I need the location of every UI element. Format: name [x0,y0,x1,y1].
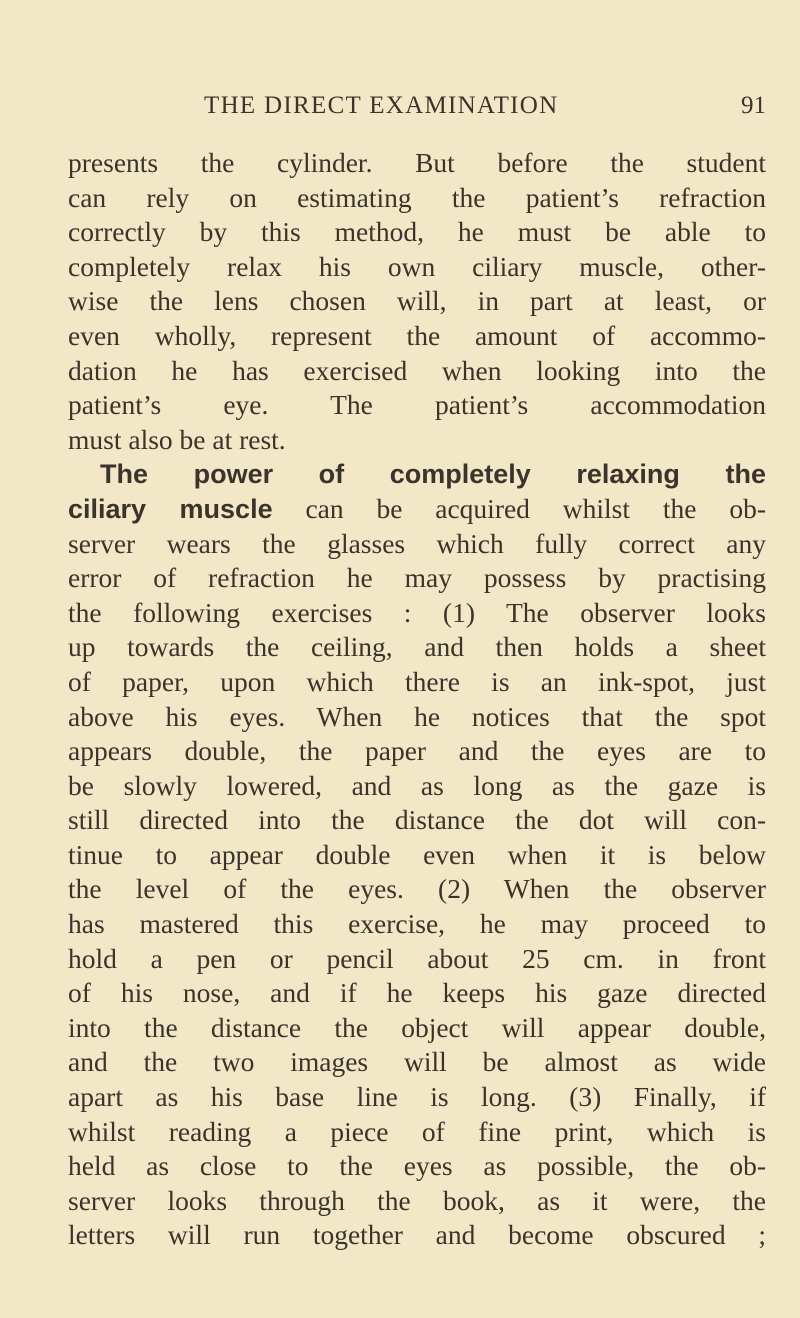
text-line: patient’s eye. The patient’s accommodation [68,389,766,421]
text-line: of paper, upon which there is an ink-spot, just [68,665,766,697]
text-line: of his nose, and if he keeps his gaze directed [68,977,766,1009]
text-line: letters will run together and become obscured ; [68,1219,766,1251]
text-line: into the distance the object will appear double, [68,1011,766,1043]
text-line: hold a pen or pencil about 25 cm. in front [68,942,766,974]
text-line: be slowly lowered, and as long as the gaze is [68,769,766,801]
text-line: dation he has exercised when looking into the [68,354,766,386]
text-line: apart as his base line is long. (3) Finally, if [68,1081,766,1113]
text-line: even wholly, represent the amount of accommo- [68,319,766,351]
text-line: correctly by this method, he must be able to [68,216,766,248]
text-line: presents the cylinder. But before the student [68,147,766,178]
text-line: must also be at rest. [68,423,286,455]
text-line: held as close to the eyes as possible, the ob- [68,1150,766,1182]
text-line: and the two images will be almost as wide [68,1046,766,1078]
text-line: tinue to appear double even when it is below [68,838,766,870]
body-text [68,146,766,1253]
text-line: server wears the glasses which fully correct any [68,527,766,559]
text-line: can rely on estimating the patient’s refraction [68,181,766,213]
text-line: has mastered this exercise, he may proceed to [68,908,766,940]
text-line: still directed into the distance the dot will con- [68,804,766,836]
text-line: the following exercises : (1) The observer looks [68,596,766,628]
text-line: completely relax his own ciliary muscle, other- [68,250,766,282]
paragraph-2 [68,457,766,1253]
text-line: the level of the eyes. (2) When the observer [68,873,766,905]
running-head [68,88,766,124]
section-heading-continued: ciliary muscle [68,493,273,524]
text-run: can be acquired whilst the ob- [272,492,766,524]
text-line [68,457,766,492]
paragraph-1 [68,146,766,457]
page-number: 91 [741,92,766,119]
running-title: THE DIRECT EXAMINATION [204,92,559,119]
section-heading: The power of completely relaxing the [100,459,766,490]
text-line: wise the lens chosen will, in part at least, or [68,285,766,317]
text-line: appears double, the paper and the eyes are to [68,735,766,767]
text-line: server looks through the book, as it were, the [68,1184,766,1216]
text-line: above his eyes. When he notices that the spot [68,700,766,732]
text-line: error of refraction he may possess by practising [68,562,766,594]
text-line: whilst reading a piece of fine print, which is [68,1115,766,1147]
text-line: up towards the ceiling, and then holds a sheet [68,631,766,663]
text-line [68,492,766,527]
